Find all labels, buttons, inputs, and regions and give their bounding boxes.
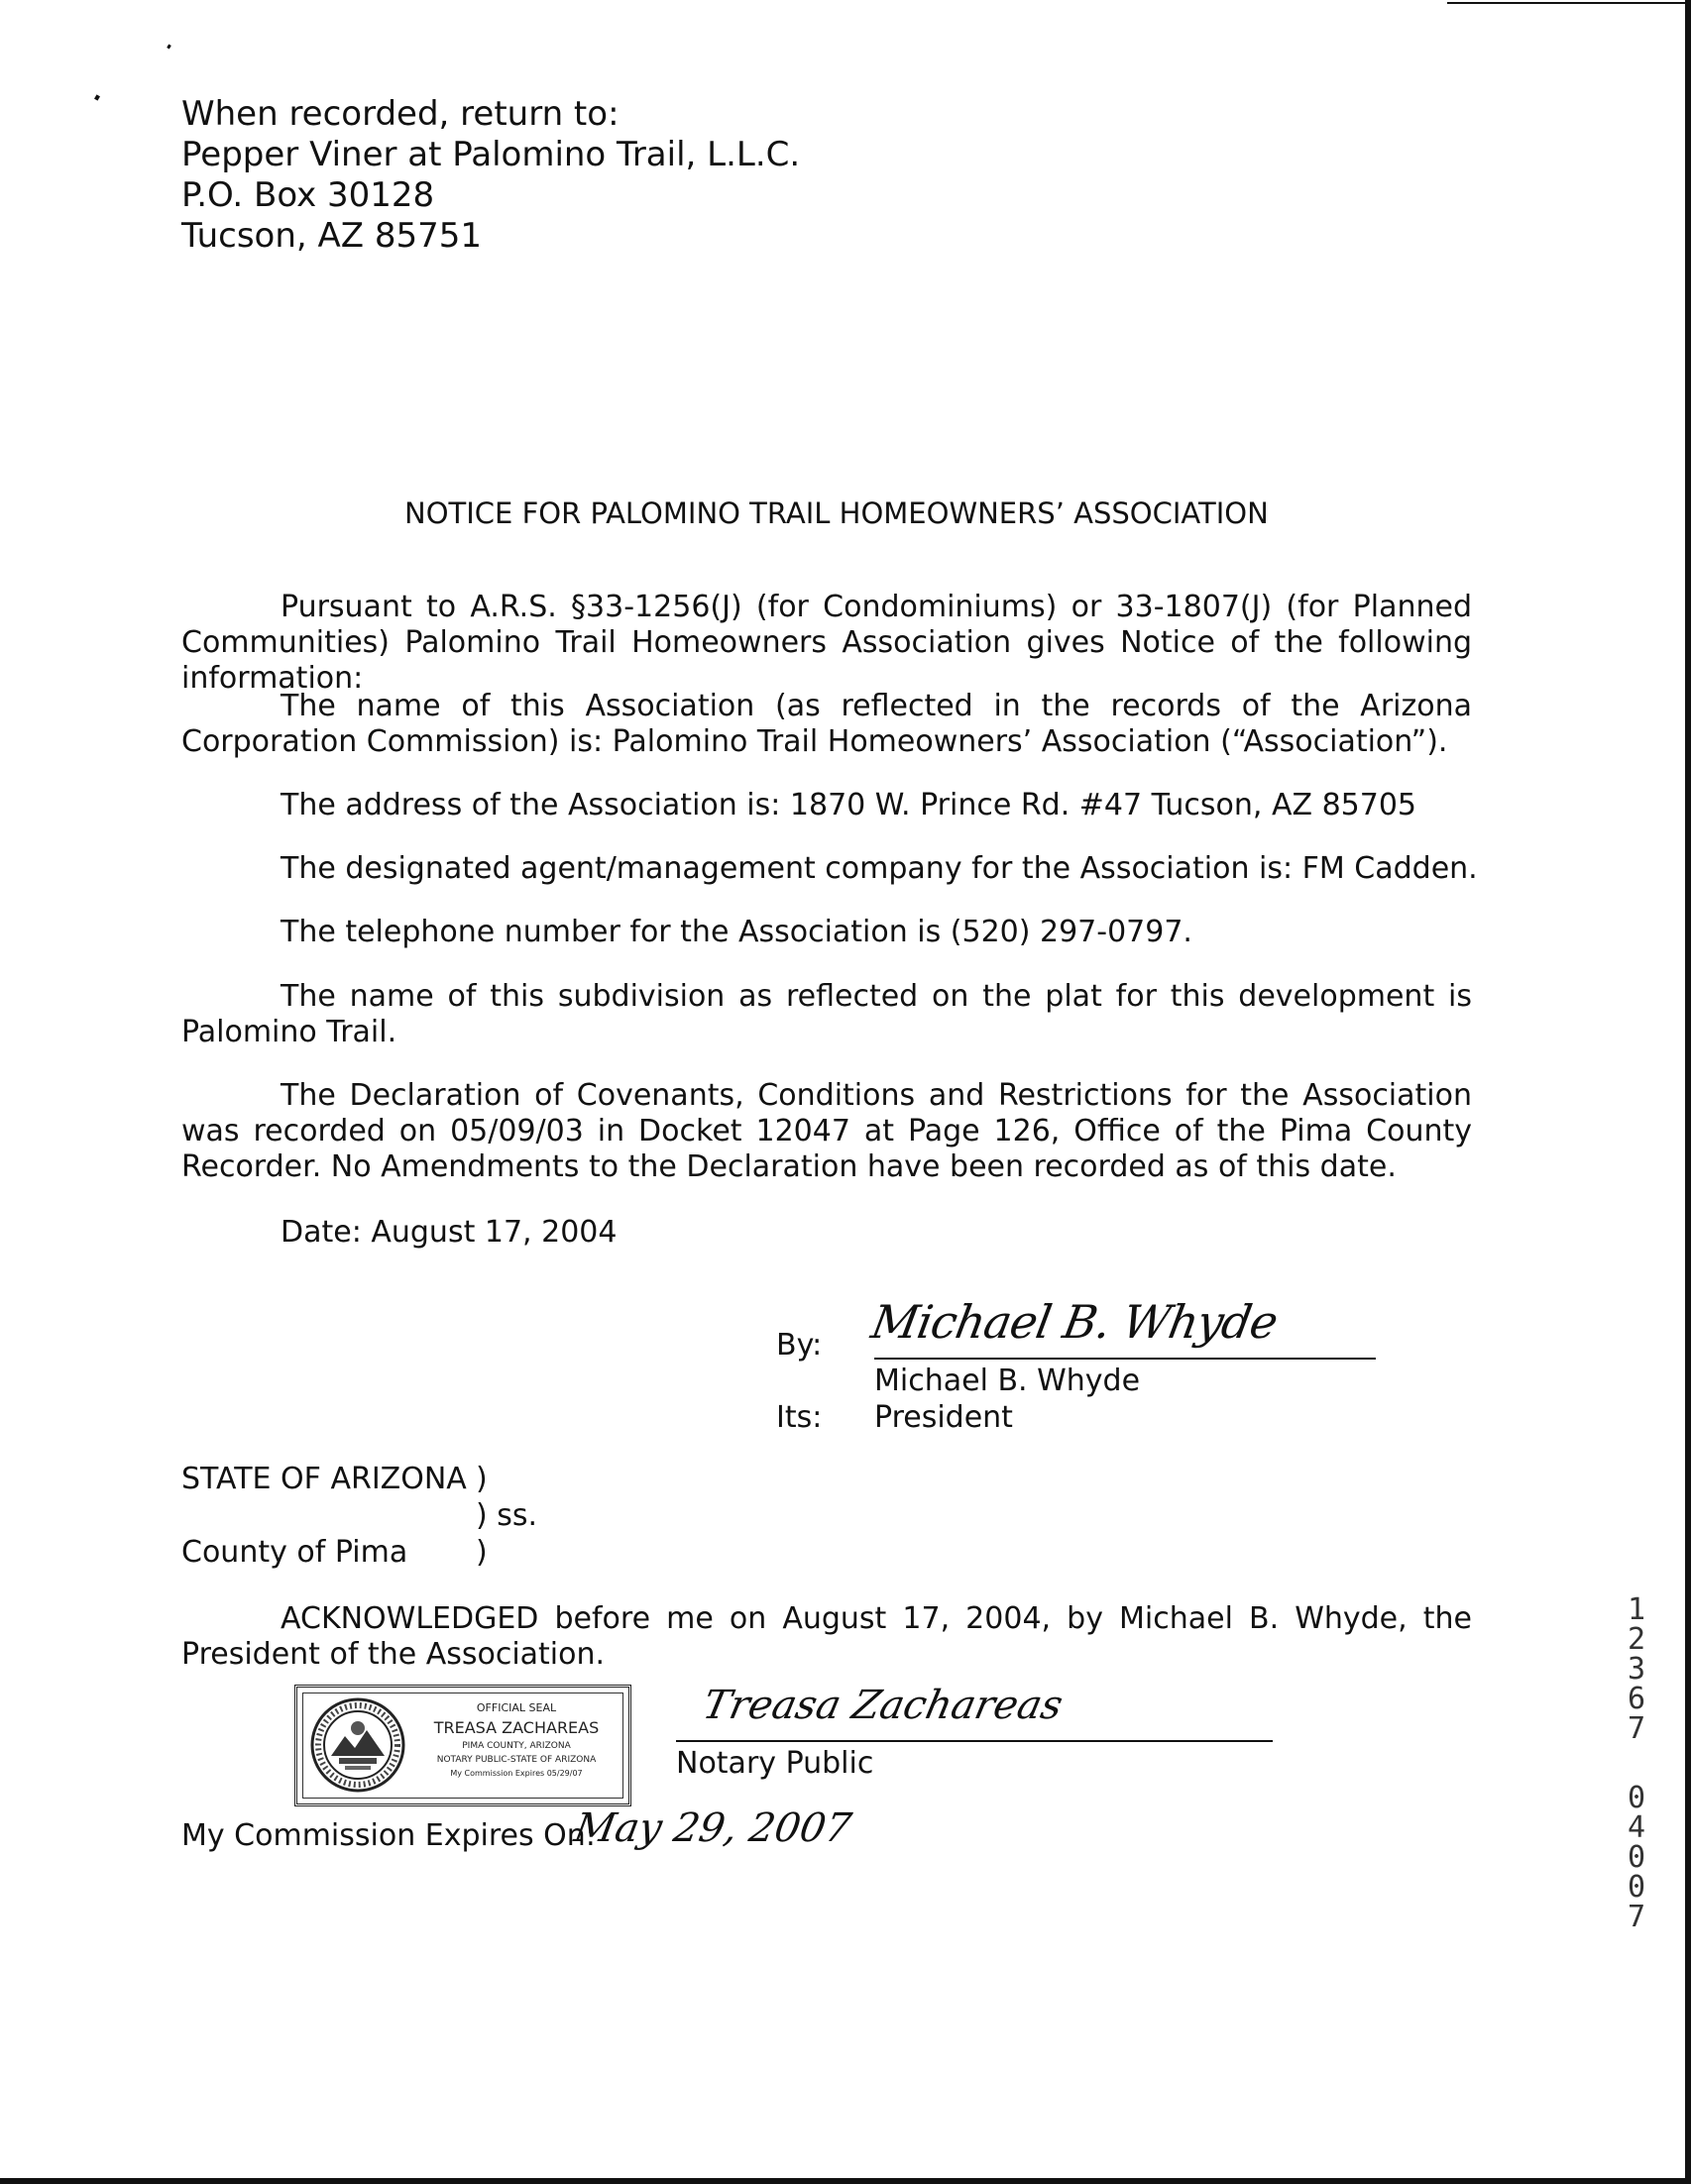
- margin-digit: 2: [1627, 1622, 1646, 1657]
- seal-notary: NOTARY PUBLIC-STATE OF ARIZONA: [436, 1755, 597, 1765]
- seal-expires: My Commission Expires 05/29/07: [450, 1769, 583, 1778]
- paragraph-declaration: The Declaration of Covenants, Conditions and Restrictions for the Association was recorded on 05/09/03 in Docket 12047 at Page 126, Office of the Pima County Recorder. No Amendments to the Declaration have been recorded as of this date.: [181, 1078, 1472, 1184]
- by-label: By:: [776, 1328, 823, 1363]
- scan-mark: [94, 94, 100, 100]
- president-signature: Michael B. Whyde: [867, 1295, 1282, 1349]
- acknowledgment: ACKNOWLEDGED before me on August 17, 2004, by Michael B. Whyde, the President of the Association.: [181, 1601, 1472, 1672]
- margin-digit: 7: [1627, 1711, 1646, 1746]
- commission-label: My Commission Expires On:: [181, 1818, 596, 1853]
- signature-line: [874, 1358, 1376, 1360]
- return-line-city: Tucson, AZ 85751: [181, 216, 483, 256]
- state-seal-emblem-icon: [309, 1696, 406, 1794]
- paragraph-pursuant: Pursuant to A.R.S. §33-1256(J) (for Condominiums) or 33-1807(J) (for Planned Communities) Palomino Trail Homeowners Association gives Notice of the following information:: [181, 590, 1472, 696]
- venue-county: County of Pima: [181, 1535, 408, 1570]
- signer-title: President: [874, 1400, 1013, 1435]
- scan-edge: [1685, 0, 1691, 2184]
- margin-digit: 6: [1627, 1682, 1646, 1716]
- commission-date-handwritten: May 29, 2007: [570, 1805, 855, 1851]
- return-line-box: P.O. Box 30128: [181, 175, 435, 215]
- return-line-company: Pepper Viner at Palomino Trail, L.L.C.: [181, 135, 801, 174]
- notary-seal: [294, 1685, 631, 1806]
- paragraph-subdivision: The name of this subdivision as reflected on the plat for this development is Palomino Trail.: [181, 979, 1472, 1049]
- margin-digit: 4: [1627, 1810, 1646, 1845]
- notary-signature-line: [676, 1740, 1273, 1742]
- scan-edge: [0, 2178, 1691, 2184]
- date-line: Date: August 17, 2004: [281, 1215, 618, 1250]
- margin-digit: 7: [1627, 1900, 1646, 1934]
- venue-paren: ): [476, 1535, 488, 1570]
- venue-state: STATE OF ARIZONA: [181, 1462, 467, 1496]
- venue-ss: ) ss.: [476, 1498, 538, 1533]
- seal-heading: OFFICIAL SEAL: [476, 1701, 557, 1714]
- seal-name: TREASA ZACHAREAS: [433, 1718, 600, 1737]
- margin-digit: 1: [1627, 1592, 1646, 1627]
- margin-digit: 0: [1627, 1870, 1646, 1905]
- notary-public-label: Notary Public: [676, 1746, 874, 1781]
- return-heading: When recorded, return to:: [181, 94, 620, 134]
- paragraph-association-name: The name of this Association (as reflected in the records of the Arizona Corporation Commission) is: Palomino Trail Homeowners’ Association (“Association”).: [181, 689, 1472, 759]
- venue-paren: ): [476, 1462, 488, 1496]
- its-label: Its:: [776, 1400, 823, 1435]
- signer-name: Michael B. Whyde: [874, 1364, 1141, 1398]
- paragraph-address: The address of the Association is: 1870 W. Prince Rd. #47 Tucson, AZ 85705: [281, 788, 1417, 822]
- scan-mark: [167, 45, 171, 50]
- seal-county: PIMA COUNTY, ARIZONA: [462, 1741, 571, 1751]
- document-title: NOTICE FOR PALOMINO TRAIL HOMEOWNERS’ ASSOCIATION: [404, 496, 1269, 530]
- paragraph-telephone: The telephone number for the Association is (520) 297-0797.: [281, 915, 1192, 949]
- paragraph-agent: The designated agent/management company for the Association is: FM Cadden.: [281, 851, 1478, 886]
- margin-digit: 0: [1627, 1840, 1646, 1875]
- scan-edge: [1447, 2, 1685, 4]
- margin-digit: 0: [1627, 1781, 1646, 1815]
- notary-signature: Treasa Zachareas: [699, 1683, 1068, 1728]
- margin-digit: 3: [1627, 1652, 1646, 1687]
